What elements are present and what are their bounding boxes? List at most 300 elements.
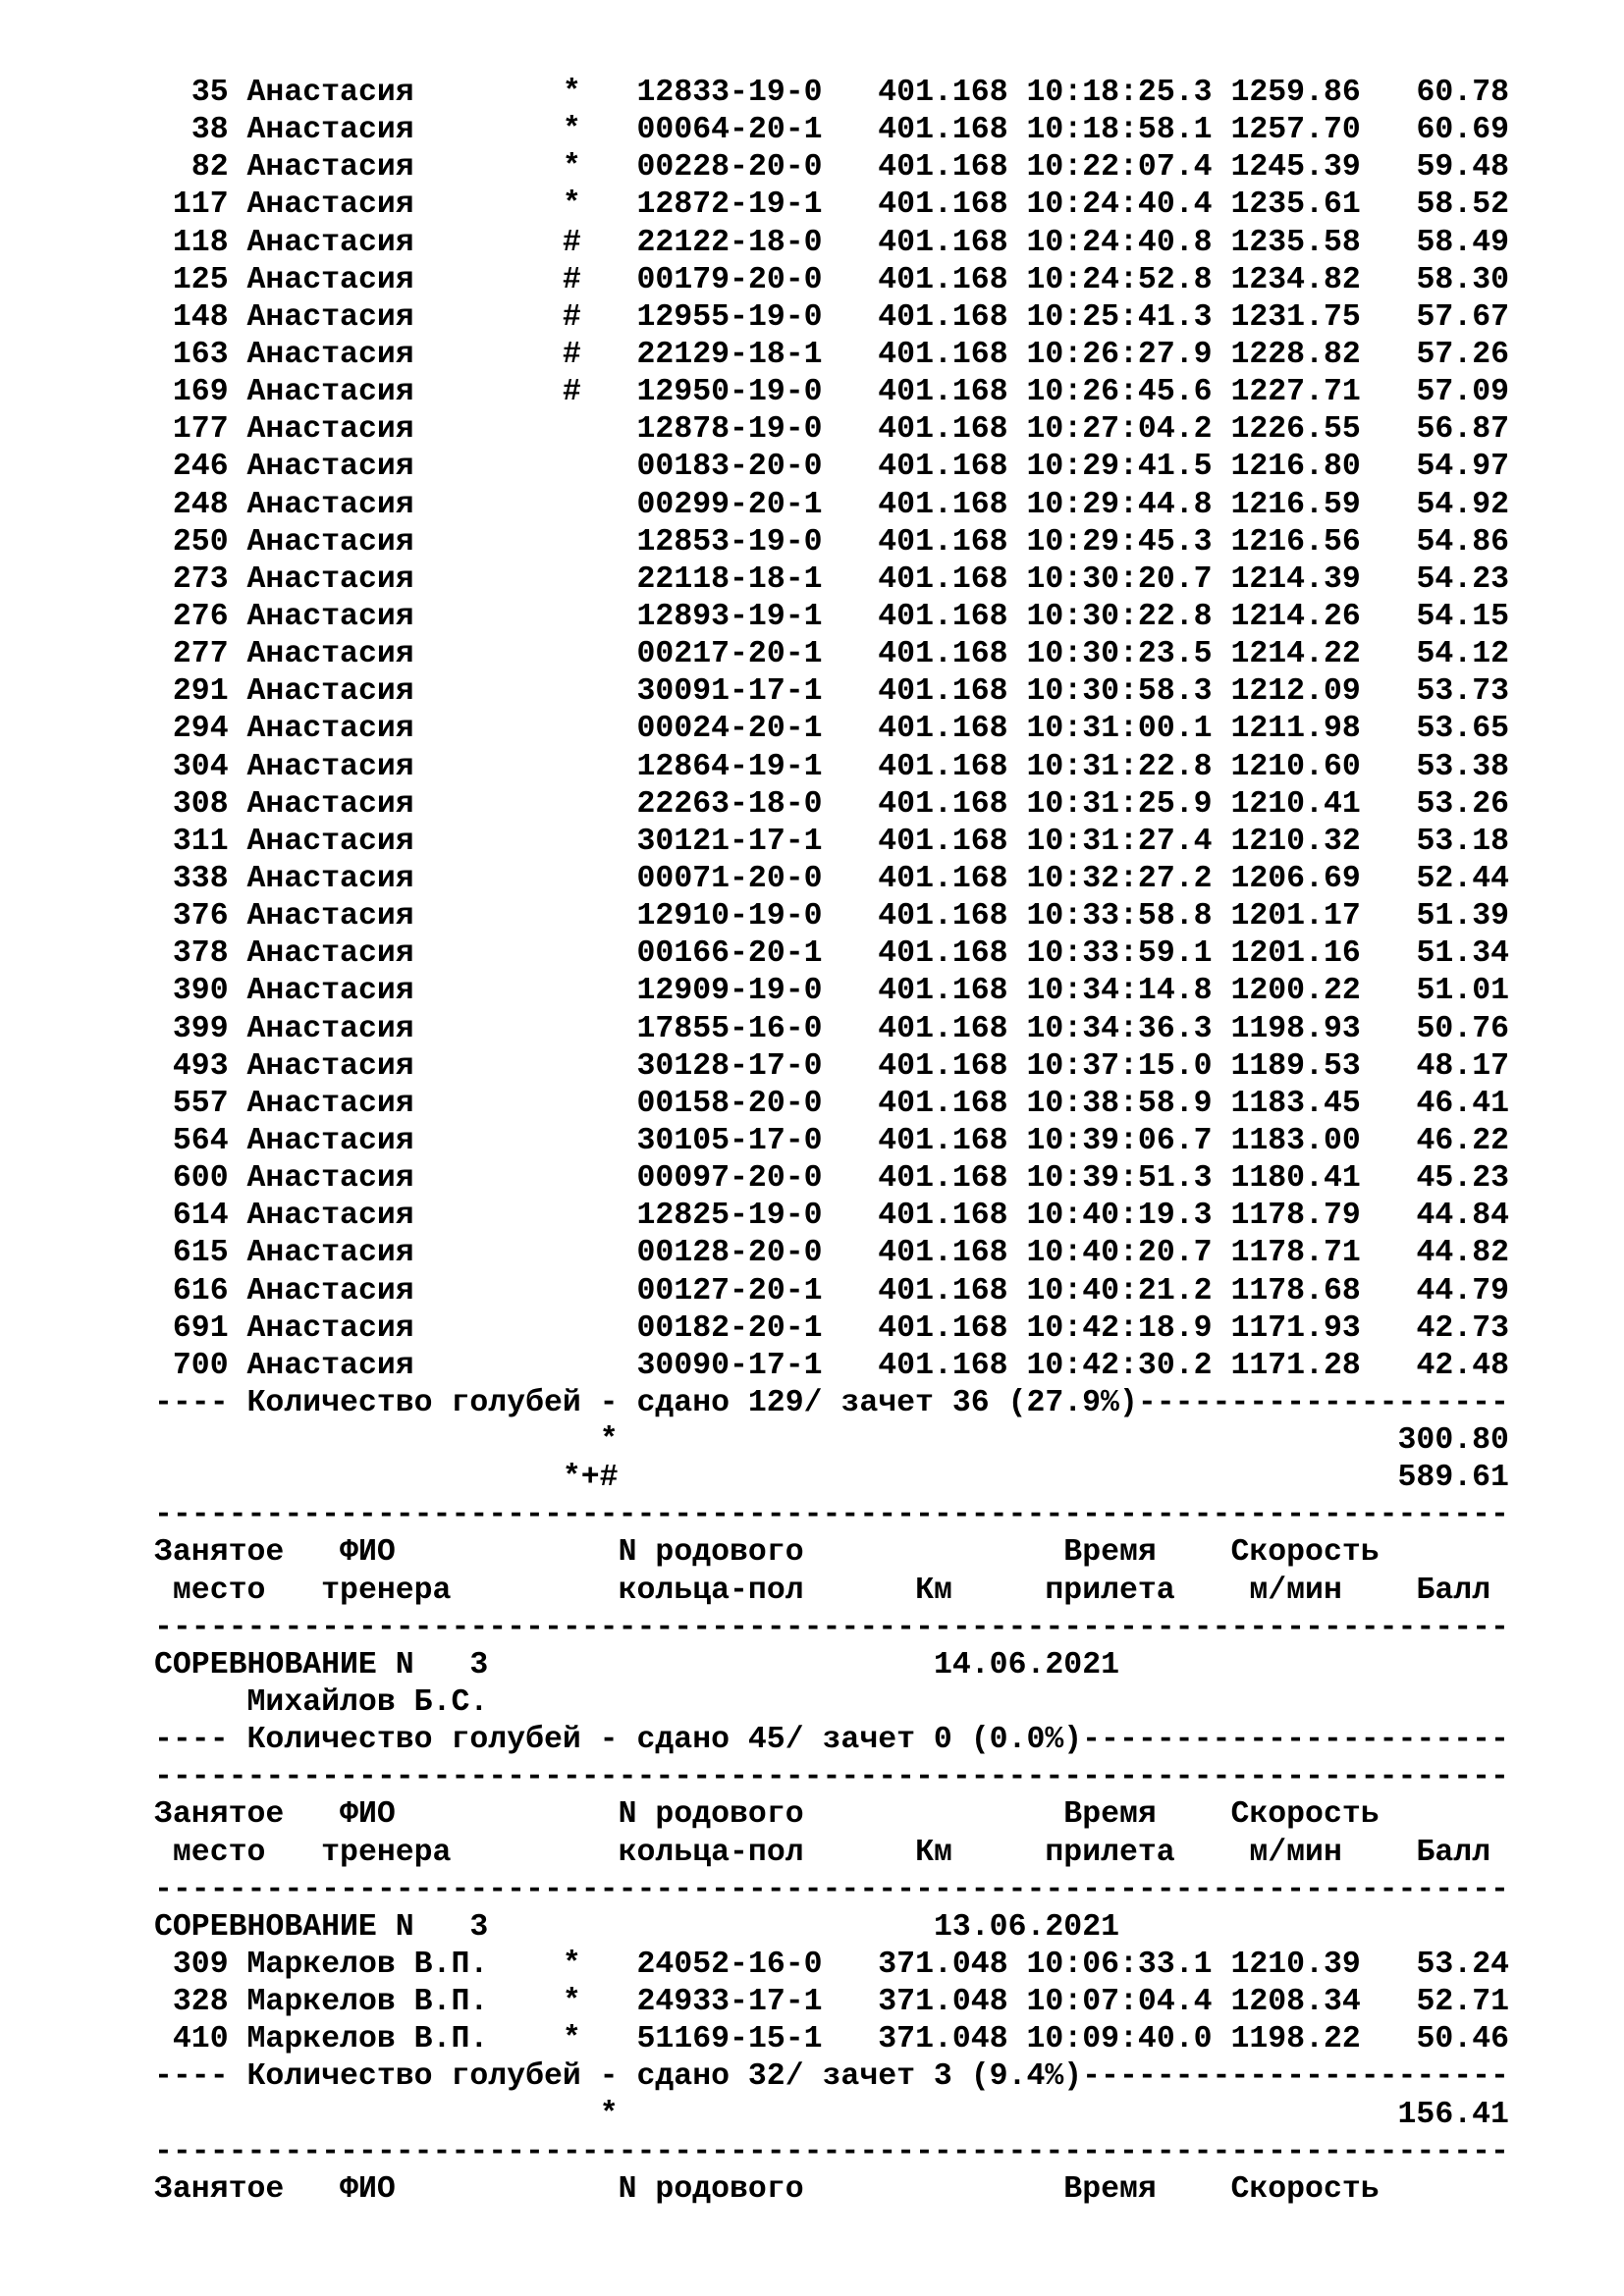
table-row (154, 149, 1509, 187)
place-cell: 338 (172, 861, 229, 896)
table-row (154, 449, 1509, 486)
distance-cell: 401.168 (878, 1086, 1008, 1121)
speed-cell: 1201.16 (1230, 936, 1361, 972)
col-name-label: ФИО (340, 1535, 396, 1571)
score-cell: 58.49 (1416, 225, 1510, 260)
score-cell: 51.01 (1416, 974, 1509, 1009)
name-cell: Маркелов В.П. (246, 2022, 489, 2057)
score-cell: 54.23 (1416, 561, 1509, 597)
place-cell: 304 (172, 749, 229, 784)
mark-cell: * (562, 76, 581, 110)
distance-cell: 401.168 (878, 524, 1008, 560)
ring-cell: 24933-17-1 (636, 1985, 823, 2020)
table-row (154, 935, 1509, 973)
ring-cell: 00064-20-1 (636, 113, 823, 148)
table-row (154, 1235, 1509, 1272)
place-cell: 600 (172, 1161, 229, 1197)
time-cell: 10:29:41.5 (1026, 450, 1213, 485)
name-cell: Анастасия (246, 561, 414, 597)
distance-cell: 401.168 (878, 561, 1008, 597)
time-cell: 10:24:40.8 (1026, 225, 1213, 260)
place-cell: 691 (172, 1310, 229, 1346)
time-cell: 10:31:00.1 (1026, 712, 1213, 747)
ring-cell: 30121-17-1 (636, 824, 823, 859)
table-row (154, 973, 1509, 1010)
owner-name: Михайлов Б.С. (246, 1685, 489, 1721)
mark-cell: # (562, 225, 581, 260)
speed-cell: 1210.60 (1230, 749, 1361, 784)
ring-cell: 22122-18-0 (636, 225, 823, 260)
name-cell: Анастасия (246, 1310, 414, 1346)
total-value: 300.80 (1397, 1423, 1509, 1459)
table-row (154, 1273, 1509, 1310)
separator-line: ------------------------------------------------------------------------- (154, 2134, 1509, 2169)
mark-cell: * (562, 2022, 581, 2057)
ring-cell: 22129-18-1 (636, 337, 823, 372)
time-cell: 10:39:06.7 (1026, 1123, 1213, 1158)
owner-line (154, 1684, 1509, 1722)
col-speed-label: Скорость (1230, 1535, 1380, 1571)
distance-cell: 401.168 (878, 337, 1008, 372)
ring-cell: 30091-17-1 (636, 674, 823, 710)
ring-cell: 00166-20-1 (636, 936, 823, 972)
score-cell: 54.97 (1416, 450, 1509, 485)
distance-cell: 401.168 (878, 712, 1008, 747)
separator-line: ------------------------------------------------------------------------- (154, 1872, 1509, 1907)
table-row (154, 487, 1509, 524)
col-name-label: ФИО (340, 1797, 396, 1833)
table-row (154, 636, 1509, 673)
name-cell: Анастасия (246, 76, 414, 110)
score-cell: 58.30 (1416, 262, 1510, 297)
ring-cell: 12893-19-1 (636, 599, 823, 634)
speed-cell: 1235.58 (1230, 225, 1361, 260)
speed-cell: 1257.70 (1230, 113, 1361, 148)
speed-cell: 1234.82 (1230, 262, 1361, 297)
col-place-label: Занятое (154, 1535, 285, 1571)
speed-cell: 1180.41 (1230, 1161, 1361, 1197)
competition-label: СОРЕВНОВАНИЕ N (154, 1909, 414, 1945)
column-header-line2 (154, 1573, 1509, 1610)
place-cell: 148 (172, 299, 229, 335)
time-cell: 10:31:22.8 (1026, 749, 1213, 784)
ring-cell: 22118-18-1 (636, 561, 823, 597)
place-cell: 273 (172, 561, 229, 597)
time-cell: 10:42:30.2 (1026, 1348, 1213, 1383)
speed-cell: 1214.22 (1230, 637, 1361, 672)
distance-cell: 401.168 (878, 412, 1008, 448)
summary-text: Количество голубей - сдано 45/ зачет 0 (0.0%) (246, 1723, 1083, 1758)
ring-cell: 17855-16-0 (636, 1011, 823, 1046)
separator (154, 1759, 1509, 1796)
distance-cell: 401.168 (878, 861, 1008, 896)
time-cell: 10:26:27.9 (1026, 337, 1213, 372)
place-cell: 246 (172, 450, 229, 485)
table-row (154, 898, 1509, 935)
time-cell: 10:34:36.3 (1026, 1011, 1213, 1046)
name-cell: Анастасия (246, 150, 414, 186)
name-cell: Анастасия (246, 450, 414, 485)
time-cell: 10:07:04.4 (1026, 1985, 1213, 2020)
name-cell: Анастасия (246, 674, 414, 710)
total-line (154, 1422, 1509, 1460)
ring-cell: 22263-18-0 (636, 786, 823, 822)
score-cell: 44.84 (1416, 1199, 1509, 1234)
place-cell: 493 (172, 1048, 229, 1084)
table-row (154, 337, 1509, 374)
table-row (154, 411, 1509, 449)
mark-cell: * (562, 1948, 581, 1983)
place-cell: 616 (172, 1273, 229, 1308)
speed-cell: 1171.28 (1230, 1348, 1361, 1383)
name-cell: Анастасия (246, 974, 414, 1009)
name-cell: Анастасия (246, 749, 414, 784)
time-cell: 10:22:07.4 (1026, 150, 1213, 186)
col-speed-label: Скорость (1230, 1797, 1380, 1833)
total-value: 156.41 (1397, 2097, 1509, 2132)
ring-cell: 00071-20-0 (636, 861, 823, 896)
place-cell: 248 (172, 487, 229, 522)
name-cell: Анастасия (246, 936, 414, 972)
competition-title (154, 1909, 1509, 1947)
time-cell: 10:38:58.9 (1026, 1086, 1213, 1121)
col-name-label2: тренера (321, 1573, 452, 1608)
time-cell: 10:33:59.1 (1026, 936, 1213, 972)
col-speed-label2: м/мин (1249, 1835, 1342, 1870)
summary-line: ---- Количество голубей - сдано 32/ зачет 3 (9.4%)----------------------- (154, 2059, 1509, 2095)
speed-cell: 1200.22 (1230, 974, 1361, 1009)
score-cell: 53.24 (1416, 1948, 1510, 1983)
table-row (154, 374, 1509, 411)
ring-cell: 00179-20-0 (636, 262, 823, 297)
distance-cell: 401.168 (878, 974, 1008, 1009)
col-speed-label2: м/мин (1249, 1573, 1342, 1608)
ring-cell: 12825-19-0 (636, 1199, 823, 1234)
separator-line: ------------------------------------------------------------------------- (154, 1498, 1509, 1533)
score-cell: 46.22 (1416, 1123, 1509, 1158)
distance-cell: 401.168 (878, 824, 1008, 859)
speed-cell: 1216.56 (1230, 524, 1361, 560)
name-cell: Анастасия (246, 113, 414, 148)
table-row (154, 524, 1509, 561)
ring-cell: 00024-20-1 (636, 712, 823, 747)
distance-cell: 371.048 (878, 2022, 1008, 2057)
time-cell: 10:29:44.8 (1026, 487, 1213, 522)
table-row (154, 2021, 1509, 2058)
ring-cell: 12864-19-1 (636, 749, 823, 784)
table-row (154, 861, 1509, 898)
place-cell: 410 (172, 2022, 229, 2057)
distance-cell: 401.168 (878, 674, 1008, 710)
place-cell: 276 (172, 599, 229, 634)
place-cell: 118 (172, 225, 229, 260)
table-row (154, 749, 1509, 786)
ring-cell: 00097-20-0 (636, 1161, 823, 1197)
place-cell: 35 (190, 76, 229, 110)
ring-cell: 51169-15-1 (636, 2022, 823, 2057)
distance-cell: 401.168 (878, 487, 1008, 522)
distance-cell: 401.168 (878, 1161, 1008, 1197)
place-cell: 117 (172, 187, 229, 223)
col-name-label: ФИО (340, 2171, 396, 2207)
place-cell: 294 (172, 712, 229, 747)
speed-cell: 1227.71 (1230, 375, 1361, 410)
distance-cell: 401.168 (878, 599, 1008, 634)
speed-cell: 1212.09 (1230, 674, 1361, 710)
table-row (154, 1984, 1509, 2021)
column-header-line2 (154, 1835, 1509, 1872)
name-cell: Маркелов В.П. (246, 1948, 489, 1983)
place-cell: 614 (172, 1199, 229, 1234)
table-row (154, 225, 1509, 262)
place-cell: 399 (172, 1011, 229, 1046)
time-cell: 10:34:14.8 (1026, 974, 1213, 1009)
name-cell: Анастасия (246, 1048, 414, 1084)
ring-cell: 12833-19-0 (636, 76, 823, 110)
speed-cell: 1198.93 (1230, 1011, 1361, 1046)
name-cell: Анастасия (246, 1123, 414, 1158)
place-cell: 308 (172, 786, 229, 822)
score-cell: 54.15 (1416, 599, 1509, 634)
table-row (154, 786, 1509, 824)
table-row (154, 824, 1509, 861)
speed-cell: 1228.82 (1230, 337, 1361, 372)
time-cell: 10:27:04.2 (1026, 412, 1213, 448)
time-cell: 10:18:25.3 (1026, 76, 1213, 110)
table-row (154, 599, 1509, 636)
time-cell: 10:31:27.4 (1026, 824, 1213, 859)
time-cell: 10:32:27.2 (1026, 861, 1213, 896)
place-cell: 277 (172, 637, 229, 672)
separator (154, 1610, 1509, 1647)
separator-line: ------------------------------------------------------------------------- (154, 1610, 1509, 1645)
separator (154, 2134, 1509, 2171)
name-cell: Анастасия (246, 1273, 414, 1308)
col-ring-label: N родового (618, 1535, 804, 1571)
speed-cell: 1178.71 (1230, 1236, 1361, 1271)
distance-cell: 401.168 (878, 375, 1008, 410)
competition-number: 3 (469, 1909, 489, 1945)
place-cell: 309 (172, 1948, 229, 1983)
time-cell: 10:25:41.3 (1026, 299, 1213, 335)
competition-date: 13.06.2021 (933, 1909, 1119, 1945)
column-header-line1 (154, 1796, 1509, 1834)
speed-cell: 1211.98 (1230, 712, 1361, 747)
speed-cell: 1210.39 (1230, 1948, 1361, 1983)
ring-cell: 00183-20-0 (636, 450, 823, 485)
score-cell: 42.73 (1416, 1310, 1509, 1346)
speed-cell: 1245.39 (1230, 150, 1361, 186)
separator (154, 1497, 1509, 1534)
table-row (154, 75, 1509, 112)
time-cell: 10:37:15.0 (1026, 1048, 1213, 1084)
place-cell: 82 (190, 150, 229, 186)
ring-cell: 00127-20-1 (636, 1273, 823, 1308)
ring-cell: 12853-19-0 (636, 524, 823, 560)
score-cell: 48.17 (1416, 1048, 1509, 1084)
name-cell: Анастасия (246, 487, 414, 522)
score-cell: 53.73 (1416, 674, 1509, 710)
distance-cell: 401.168 (878, 637, 1008, 672)
mark-cell: * (562, 150, 581, 186)
time-cell: 10:30:58.3 (1026, 674, 1213, 710)
score-cell: 51.39 (1416, 899, 1509, 934)
name-cell: Анастасия (246, 712, 414, 747)
table-row (154, 673, 1509, 711)
column-header-line1 (154, 1534, 1509, 1572)
speed-cell: 1214.39 (1230, 561, 1361, 597)
score-cell: 44.82 (1416, 1236, 1509, 1271)
time-cell: 10:30:22.8 (1026, 599, 1213, 634)
speed-cell: 1259.86 (1230, 76, 1361, 110)
name-cell: Анастасия (246, 1086, 414, 1121)
score-cell: 50.76 (1416, 1011, 1509, 1046)
name-cell: Анастасия (246, 786, 414, 822)
time-cell: 10:26:45.6 (1026, 375, 1213, 410)
table-row (154, 1947, 1509, 1984)
time-cell: 10:18:58.1 (1026, 113, 1213, 148)
summary-text: Количество голубей - сдано 129/ зачет 36 (27.9%) (246, 1385, 1138, 1420)
score-cell: 57.09 (1416, 375, 1510, 410)
distance-cell: 401.168 (878, 150, 1008, 186)
total-mark: *+# (562, 1461, 619, 1496)
place-cell: 163 (172, 337, 229, 372)
col-score-label: Балл (1416, 1835, 1491, 1870)
speed-cell: 1201.17 (1230, 899, 1361, 934)
score-cell: 53.65 (1416, 712, 1509, 747)
table-row (154, 1048, 1509, 1086)
name-cell: Анастасия (246, 824, 414, 859)
distance-cell: 401.168 (878, 76, 1008, 110)
time-cell: 10:40:21.2 (1026, 1273, 1213, 1308)
score-cell: 52.44 (1416, 861, 1509, 896)
distance-cell: 401.168 (878, 1310, 1008, 1346)
score-cell: 57.67 (1416, 299, 1510, 335)
place-cell: 311 (172, 824, 229, 859)
ring-cell: 12909-19-0 (636, 974, 823, 1009)
total-mark: * (599, 2097, 619, 2132)
time-cell: 10:42:18.9 (1026, 1310, 1213, 1346)
col-time-label2: прилета (1045, 1573, 1175, 1608)
col-name-label2: тренера (321, 1835, 452, 1870)
summary-line: ---- Количество голубей - сдано 45/ зачет 0 (0.0%)----------------------- (154, 1723, 1509, 1758)
distance-cell: 371.048 (878, 1948, 1008, 1983)
name-cell: Анастасия (246, 262, 414, 297)
name-cell: Анастасия (246, 524, 414, 560)
col-km-label: Км (915, 1573, 952, 1608)
mark-cell: # (562, 337, 581, 372)
place-cell: 125 (172, 262, 229, 297)
table-row (154, 1348, 1509, 1385)
col-ring-label2: кольца-пол (618, 1835, 804, 1870)
name-cell: Анастасия (246, 1199, 414, 1234)
col-time-label: Время (1063, 1797, 1157, 1833)
col-place-label: Занятое (154, 2171, 285, 2207)
ring-cell: 30105-17-0 (636, 1123, 823, 1158)
ring-cell: 24052-16-0 (636, 1948, 823, 1983)
separator (154, 1872, 1509, 1909)
ring-cell: 30090-17-1 (636, 1348, 823, 1383)
table-row (154, 112, 1509, 149)
ring-cell: 00182-20-1 (636, 1310, 823, 1346)
time-cell: 10:31:25.9 (1026, 786, 1213, 822)
distance-cell: 401.168 (878, 749, 1008, 784)
score-cell: 56.87 (1416, 412, 1509, 448)
place-cell: 378 (172, 936, 229, 972)
score-cell: 51.34 (1416, 936, 1509, 972)
speed-cell: 1226.55 (1230, 412, 1361, 448)
col-km-label: Км (915, 1835, 952, 1870)
speed-cell: 1189.53 (1230, 1048, 1361, 1084)
score-cell: 42.48 (1416, 1348, 1509, 1383)
distance-cell: 401.168 (878, 225, 1008, 260)
place-cell: 564 (172, 1123, 229, 1158)
score-cell: 53.38 (1416, 749, 1509, 784)
ring-cell: 00299-20-1 (636, 487, 823, 522)
table-row (154, 262, 1509, 299)
place-cell: 557 (172, 1086, 229, 1121)
speed-cell: 1178.68 (1230, 1273, 1361, 1308)
distance-cell: 401.168 (878, 113, 1008, 148)
summary-text: Количество голубей - сдано 32/ зачет 3 (9.4%) (246, 2059, 1083, 2095)
name-cell: Анастасия (246, 1161, 414, 1197)
speed-cell: 1231.75 (1230, 299, 1361, 335)
mark-cell: * (562, 187, 581, 223)
ring-cell: 12878-19-0 (636, 412, 823, 448)
separator-line: ------------------------------------------------------------------------- (154, 1760, 1509, 1795)
place-cell: 390 (172, 974, 229, 1009)
col-speed-label: Скорость (1230, 2171, 1380, 2207)
distance-cell: 401.168 (878, 786, 1008, 822)
column-header-line1 (154, 2171, 1509, 2209)
place-cell: 615 (172, 1236, 229, 1271)
ring-cell: 12872-19-1 (636, 187, 823, 223)
place-cell: 376 (172, 899, 229, 934)
mark-cell: # (562, 262, 581, 297)
col-place-label2: место (172, 1573, 266, 1608)
name-cell: Анастасия (246, 337, 414, 372)
competition-date: 14.06.2021 (933, 1647, 1119, 1682)
ring-cell: 00158-20-0 (636, 1086, 823, 1121)
table-row (154, 1123, 1509, 1160)
name-cell: Анастасия (246, 1348, 414, 1383)
mark-cell: # (562, 375, 581, 410)
total-mark: * (599, 1423, 619, 1459)
col-ring-label: N родового (618, 2171, 804, 2207)
name-cell: Анастасия (246, 412, 414, 448)
col-ring-label: N родового (618, 1797, 804, 1833)
ring-cell: 00128-20-0 (636, 1236, 823, 1271)
place-cell: 177 (172, 412, 229, 448)
total-value: 589.61 (1397, 1461, 1509, 1496)
table-row (154, 1160, 1509, 1198)
place-cell: 38 (190, 113, 229, 148)
speed-cell: 1216.59 (1230, 487, 1361, 522)
summary-line: ---- Количество голубей - сдано 129/ зачет 36 (27.9%)-------------------- (154, 1385, 1509, 1420)
score-cell: 54.12 (1416, 637, 1509, 672)
distance-cell: 401.168 (878, 1011, 1008, 1046)
table-row (154, 711, 1509, 748)
report-document (154, 75, 1509, 2209)
speed-cell: 1178.79 (1230, 1199, 1361, 1234)
ring-cell: 00217-20-1 (636, 637, 823, 672)
distance-cell: 401.168 (878, 1199, 1008, 1234)
competition-label: СОРЕВНОВАНИЕ N (154, 1647, 414, 1682)
name-cell: Анастасия (246, 899, 414, 934)
score-cell: 46.41 (1416, 1086, 1509, 1121)
distance-cell: 401.168 (878, 262, 1008, 297)
score-cell: 53.26 (1416, 786, 1509, 822)
